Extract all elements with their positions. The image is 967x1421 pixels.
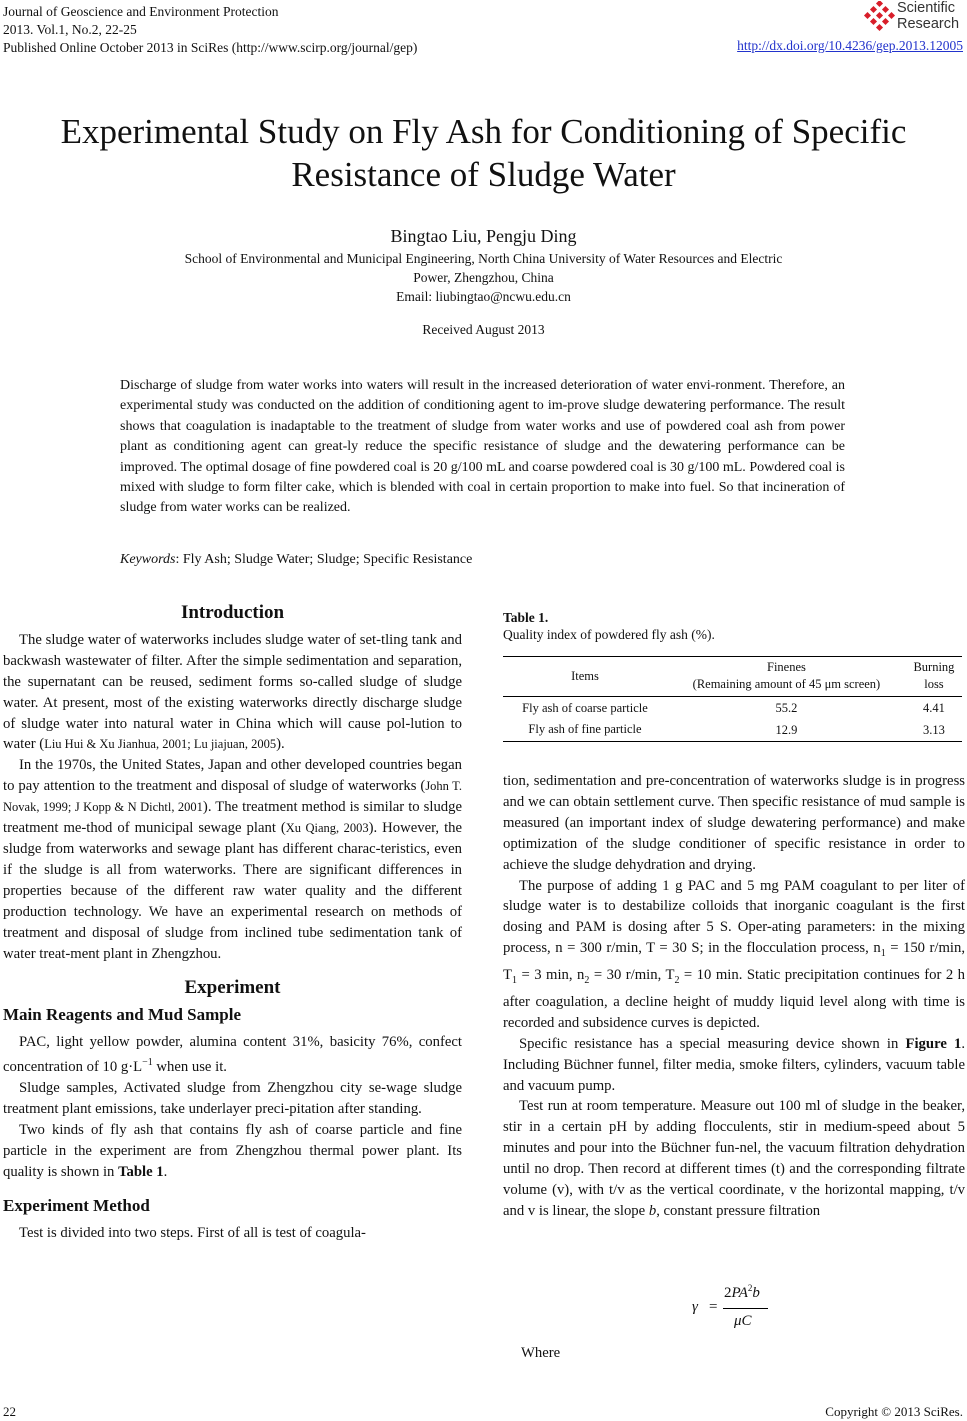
- reagents-paragraph-2: Sludge samples, Activated sludge from Zhengzhou city se-wage sludge treatment plant emissions, take underlayer preci-pitation after standing.: [3, 1079, 462, 1117]
- email: Email: liubingtao@ncwu.edu.cn: [396, 289, 571, 304]
- formula-lhs: γ: [692, 1299, 698, 1315]
- doi-link[interactable]: http://dx.doi.org/10.4236/gep.2013.12005: [737, 38, 963, 53]
- title-line-2: Resistance of Sludge Water: [291, 155, 676, 194]
- published-info: Published Online October 2013 in SciRes (http://www.scirp.org/journal/gep): [3, 40, 418, 55]
- quality-table: [503, 656, 962, 742]
- where-text: Where: [521, 1345, 561, 1361]
- table-1: [503, 609, 965, 742]
- formula-denominator: μC: [734, 1313, 752, 1329]
- formula-numerator: $2PA^2b$: [724, 1283, 760, 1301]
- header-burning-loss: Burning loss: [913, 660, 955, 691]
- intro-paragraph-1: The sludge water of waterworks includes sludge water of set-tling tank and backwash wastewater of filter. After the simple sedimentation and separation, the supernatant can be reused, sediment forms so-called sludge of sludge water. At present, most of the existing waterworks directly discharge sludge of sludge water into natural water in China which will cause pol-lution to water (Liu Hui & Xu Jianhua, 2001; Lu jiajuan, 2005).: [3, 631, 462, 753]
- intro-paragraph-2: In the 1970s, the United States, Japan and other developed countries began to pay attention to the treatment and disposal of sludge of waterworks (John T. Novak, 1999; J Kopp & N Dichtl, 2001). The treatment method is similar to sludge treatment me-thod of municipal sewage plant (Xu Qiang, 2003). However, the sludge from waterworks and sewage plant has different charac-teristics, even if the sludge is all from waterworks. There are significant differences in properties because of the different raw water quality and the different production technology. We have an experimental research on methods of treatment and disposal of sludge from inclined tube sedimentation tank of water treat-ment plant in Zhengzhou.: [3, 757, 463, 962]
- figure-reference: Figure 1: [905, 1035, 962, 1052]
- method-paragraph-2: The purpose of adding 1 g PAC and 5 mg PAM coagulant to per liter of sludge water is to destabilize colloids that inorganic coagulant is the first dosing and PAM is dosing after 5 S. Oper-ating parameters: in the mixing process, n = 300 r/min, T = 30 S; in the flocculation process, $n_1 = 150$ r/min, $T_1 = 3$ min, $n_2 = 30$ r/min, $T_2 = 10$ min. Static precipitation continues for 2 h after coagulation, a decline height of muddy liquid level along with time is recorded and subsidence curves is depicted.: [503, 877, 966, 1031]
- table-header-row: [503, 657, 962, 697]
- abstract: Discharge of sludge from water works into waters will result in the increased deterioration of water envi-ronment. Therefore, an experimental study was conducted on the addition of conditioning agent to im-prove sludge dewatering performance. The result shows that coagulation is inadaptable to the treatment of sludge from water works and use of powdered coal ash from power plant as conditioning agent can great-ly reduce the specific resistance of sludge and the dewatering performance can be improved. The optimal dosage of fine powdered coal is 20 g/100 mL and coarse powdered coal is 30 g/100 mL. Powdered coal is mixed with sludge to form filter cake, which is blended with coal in certain proportion to make into fuel. So that incineration of sludge from water works can be realized.: [120, 378, 845, 516]
- citation: Liu Hui & Xu Jianhua, 2001; Lu jiajuan, 2005: [44, 737, 277, 752]
- specific-resistance-formula: [692, 1281, 782, 1337]
- logo-text-line1: Scientific: [897, 0, 956, 16]
- header-items: Items: [571, 669, 599, 683]
- received-date: Received August 2013: [422, 322, 545, 337]
- method-paragraph-1: Test is divided into two steps. First of all is test of coagula-: [19, 1225, 366, 1242]
- citation: John T. Novak, 1999; J Kopp & N Dichtl, 2001: [3, 779, 462, 815]
- volume-info: 2013. Vol.1, No.2, 22-25: [3, 22, 137, 37]
- method-paragraph-continued: tion, sedimentation and pre-concentration of waterworks sludge is in progress and we can obtain settlement curve. Then specific resistance of mud sample is measured (an important index of sludge dewatering performance) and make optimization of the sludge conditioner of specific resistance in order to achieve the sludge dehydration and drying.: [503, 773, 965, 873]
- header-fines: Finenes (Remaining amount of 45 μm screen): [692, 660, 881, 691]
- page-number: 22: [3, 1404, 16, 1419]
- citation: Xu Qiang, 2003: [285, 821, 369, 836]
- table-row: Fly ash of fine particle 12.9 3.13: [503, 719, 962, 742]
- table-label: Table 1.: [503, 610, 549, 625]
- subsection-reagents: Main Reagents and Mud Sample: [3, 1005, 242, 1025]
- authors: Bingtao Liu, Pengju Ding: [390, 226, 577, 246]
- journal-name: Journal of Geoscience and Environment Protection: [3, 4, 279, 19]
- reagents-paragraph-1: PAC, light yellow powder, alumina content 31%, basicity 76%, confect concentration of 10 $g\cdot L^{-1}$ when use it.: [3, 1034, 462, 1076]
- keywords-list: : Fly Ash; Sludge Water; Sludge; Specific Resistance: [175, 552, 473, 567]
- table-caption: Quality index of powdered fly ash (%).: [503, 627, 715, 642]
- logo-icon: [863, 1, 897, 33]
- title-line-1: Experimental Study on Fly Ash for Conditioning of Specific: [60, 112, 907, 151]
- fraction-bar: [723, 1308, 768, 1309]
- logo-text-line2: Research: [897, 16, 960, 32]
- left-column: [3, 603, 462, 1244]
- scientific-research-logo: [863, 0, 963, 34]
- reagents-paragraph-3: Two kinds of fly ash that contains fly ash of coarse particle and fine particle in the experiment are from Zhengzhou thermal power plant. Its quality is shown in Table 1.: [3, 1121, 462, 1180]
- method-paragraph-3: Specific resistance has a special measuring device shown in Figure 1. Including Büchner funnel, filter media, smoke filters, cylinders, vacuum table and vacuum pump.: [503, 1035, 965, 1094]
- copyright: Copyright © 2013 SciRes.: [825, 1404, 963, 1419]
- table-row: Fly ash of coarse particle 55.2 4.41: [522, 700, 945, 715]
- affiliation-line-2: Power, Zhengzhou, China: [413, 270, 554, 285]
- affiliation-line-1: School of Environmental and Municipal Engineering, North China University of Water Resources and Electric: [184, 251, 783, 266]
- formula-equals: =: [709, 1299, 718, 1315]
- section-introduction: Introduction: [180, 602, 285, 623]
- keywords: [120, 552, 472, 568]
- keywords-label: Keywords: [120, 552, 176, 567]
- affiliation: [0, 249, 967, 306]
- paper-title: [0, 110, 967, 196]
- right-column: [503, 771, 965, 1222]
- subsection-method: Experiment Method: [3, 1196, 150, 1216]
- table-reference: Table 1: [118, 1163, 164, 1180]
- section-experiment: Experiment: [184, 977, 281, 999]
- method-paragraph-4: Test run at room temperature. Measure out 100 ml of sludge in the beaker, stir in a certain pH by adding flocculents, stir in medium-speed about 5 minutes and pour into the Büchner fun-nel, the vacuum filtration dehydration until no drop. Then record at different times (t) and the corresponding filtrate volume (v), with t/v as the vertical coordinate, v the horizontal mapping, t/v and v is linear, the slope b, constant pressure filtration: [503, 1098, 965, 1219]
